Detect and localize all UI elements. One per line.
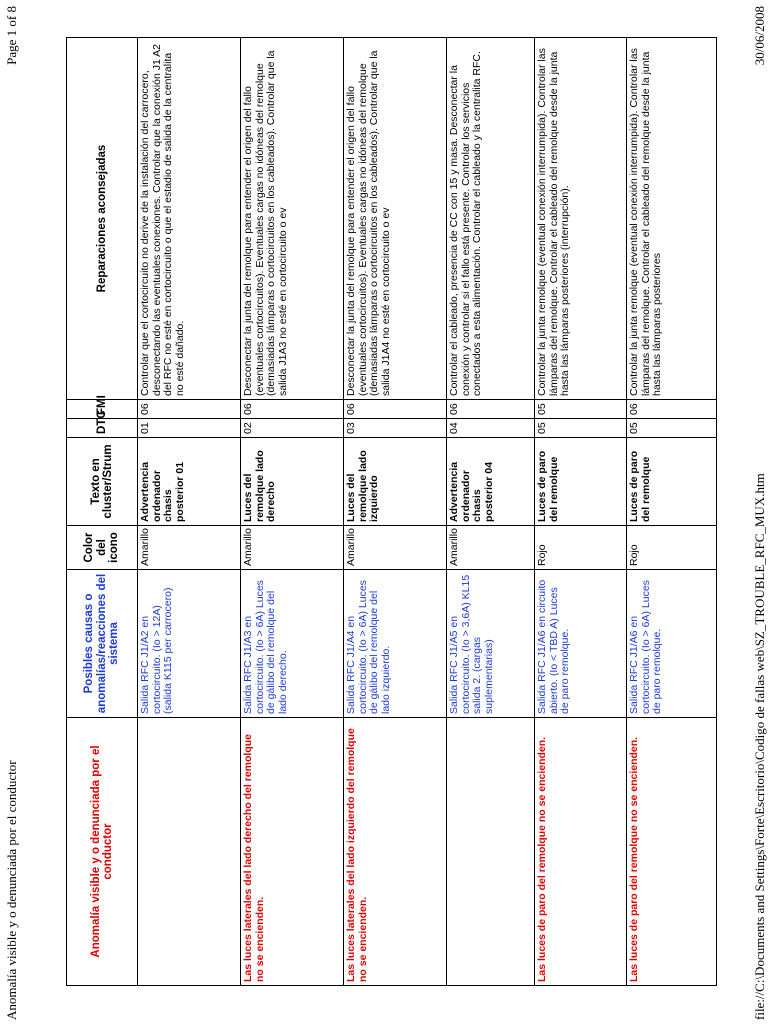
col-header-color: Color del icono xyxy=(67,526,138,570)
cell-anomaly: Las luces de paro del remolque no se encienden. xyxy=(535,718,627,986)
table-row xyxy=(447,38,535,986)
cell-anomaly xyxy=(447,718,535,986)
fault-table xyxy=(66,37,717,986)
col-header-causes: Posibles causas o anomalías/reacciones del sistema xyxy=(67,570,138,718)
cell-cluster: Advertencia ordenador chasis posterior 04 xyxy=(447,438,535,526)
cell-cause: Salida RFC J1/A6 en cortocircuito. (Io > 6A) Luces de paro remolque. xyxy=(627,570,717,718)
cell-cluster: Luces del remolque lado derecho xyxy=(241,438,344,526)
col-header-anomaly: Anomalía visible y o denunciada por el conductor xyxy=(67,718,138,986)
cell-dtc: 04 xyxy=(447,419,535,438)
cell-fmi: 06 xyxy=(627,400,717,419)
cell-cause: Salida RFC J1/A5 en cortocircuito. (Io > 3,6A) KL15 salida 2. (cargas suplementarias) xyxy=(447,570,535,718)
cell-repair: Desconectar la junta del remolque para entender el origen del fallo (eventuales cortocircuitos). Eventuales cargas no idóneas del remolque (demasiadas lámparas o cortocircuitos en los cableados). Controlar que la salida J1A4 no esté en cortocircuito o ev xyxy=(344,38,447,400)
cell-color: Amarillo xyxy=(344,526,447,570)
col-header-repairs: Reparaciones aconsejadas xyxy=(67,38,138,400)
page-number: Page 1 of 8 xyxy=(4,6,19,65)
cell-cluster: Luces de paro del remolque xyxy=(535,438,627,526)
cell-anomaly xyxy=(138,718,241,986)
cell-dtc: 01 xyxy=(138,419,241,438)
cell-cluster: Luces del remolque lado izquierdo xyxy=(344,438,447,526)
cell-anomaly: Las luces laterales del lado izquierdo del remolque no se encienden. xyxy=(344,718,447,986)
table-header-row xyxy=(67,38,138,986)
table-row xyxy=(344,38,447,986)
cell-color: Rojo xyxy=(535,526,627,570)
cell-dtc: 05 xyxy=(535,419,627,438)
cell-color: Rojo xyxy=(627,526,717,570)
cell-color: Amarillo xyxy=(138,526,241,570)
cell-cluster: Luces de paro del remolque xyxy=(627,438,717,526)
table-row xyxy=(535,38,627,986)
table-row xyxy=(241,38,344,986)
col-header-dtc: DTC xyxy=(67,419,138,438)
cell-repair: Controlar la junta remolque (eventual conexión interrumpida). Controlar las lámparas del remolque. Controlar el cableado del remolque desde la junta hasta las lámparas posteriores xyxy=(627,38,717,400)
cell-fmi: 06 xyxy=(241,400,344,419)
cell-cause: Salida RFC J1/A3 en cortocircuito. (Io > 6A) Luces de gálibo del remolque del lado derecho. xyxy=(241,570,344,718)
page-header-title: Anomalía visible y o denunciada por el conductor xyxy=(4,760,19,1020)
cell-repair: Controlar la junta remolque (eventual conexión interrumpida). Controlar las lámparas del remolque. Controlar el cableado del remolque desde la junta hasta las lámparas posteriores (interrupción). xyxy=(535,38,627,400)
cell-cause: Salida RFC J1/A2 en cortocircuito. (Io > 12A) (salida K115 per carrocero) xyxy=(138,570,241,718)
cell-color: Amarillo xyxy=(241,526,344,570)
cell-repair: Controlar el cableado, presencia de CC con 15 y masa. Desconectar la conexión y controlar si el fallo está presente. Controlar los servicios conectados a esta alimentación. Controlar el cableado y la centralita RFC. xyxy=(447,38,535,400)
cell-fmi: 06 xyxy=(344,400,447,419)
cell-anomaly: Las luces laterales del lado derecho del remolque no se encienden. xyxy=(241,718,344,986)
cell-fmi: 05 xyxy=(535,400,627,419)
cell-cause: Salida RFC J1/A6 en circuito abierto. (Io < TBD A) Luces de paro remolque. xyxy=(535,570,627,718)
col-header-cluster-text: Texto en cluster/Strum xyxy=(67,438,138,526)
cell-fmi: 06 xyxy=(138,400,241,419)
cell-fmi: 06 xyxy=(447,400,535,419)
cell-dtc: 02 xyxy=(241,419,344,438)
table-row xyxy=(627,38,717,986)
cell-color: Amarillo xyxy=(447,526,535,570)
cell-cause: Salida RFC J1/A4 en cortocircuito. (Io > 6A) Luces de gálibo del remolque del lado izquierdo. xyxy=(344,570,447,718)
cell-repair: Controlar que el cortocircuito no derive de la instalación del carrocero, desconectando las eventuales conexiones. Controlar que la conexión J1 A2 del RFC no esté en cortocircuito o que el estadio de salida de la centralita no esté dañado. xyxy=(138,38,241,400)
col-header-fmi: FMI xyxy=(67,400,138,419)
cell-dtc: 03 xyxy=(344,419,447,438)
footer-date: 30/06/2008 xyxy=(752,6,767,66)
cell-cluster: Advertencia ordenador chasis posterior 01 xyxy=(138,438,241,526)
cell-repair: Desconectar la junta del remolque para entender el origen del fallo (eventuales cortocircuitos). Eventuales cargas no idóneas del remolque (demasiadas lámparas o cortocircuitos en los cableados). Controlar que la salida J1A3 no esté en cortocircuito o ev xyxy=(241,38,344,400)
cell-dtc: 05 xyxy=(627,419,717,438)
cell-anomaly: Las luces de paro del remolque no se encienden. xyxy=(627,718,717,986)
table-row xyxy=(138,38,241,986)
footer-file-path: file://C:\Documents and Settings\Forte\Escritorio\Codigo de fallas web\SZ_TROUBLE_RFC_MUX.htm xyxy=(752,473,767,1020)
